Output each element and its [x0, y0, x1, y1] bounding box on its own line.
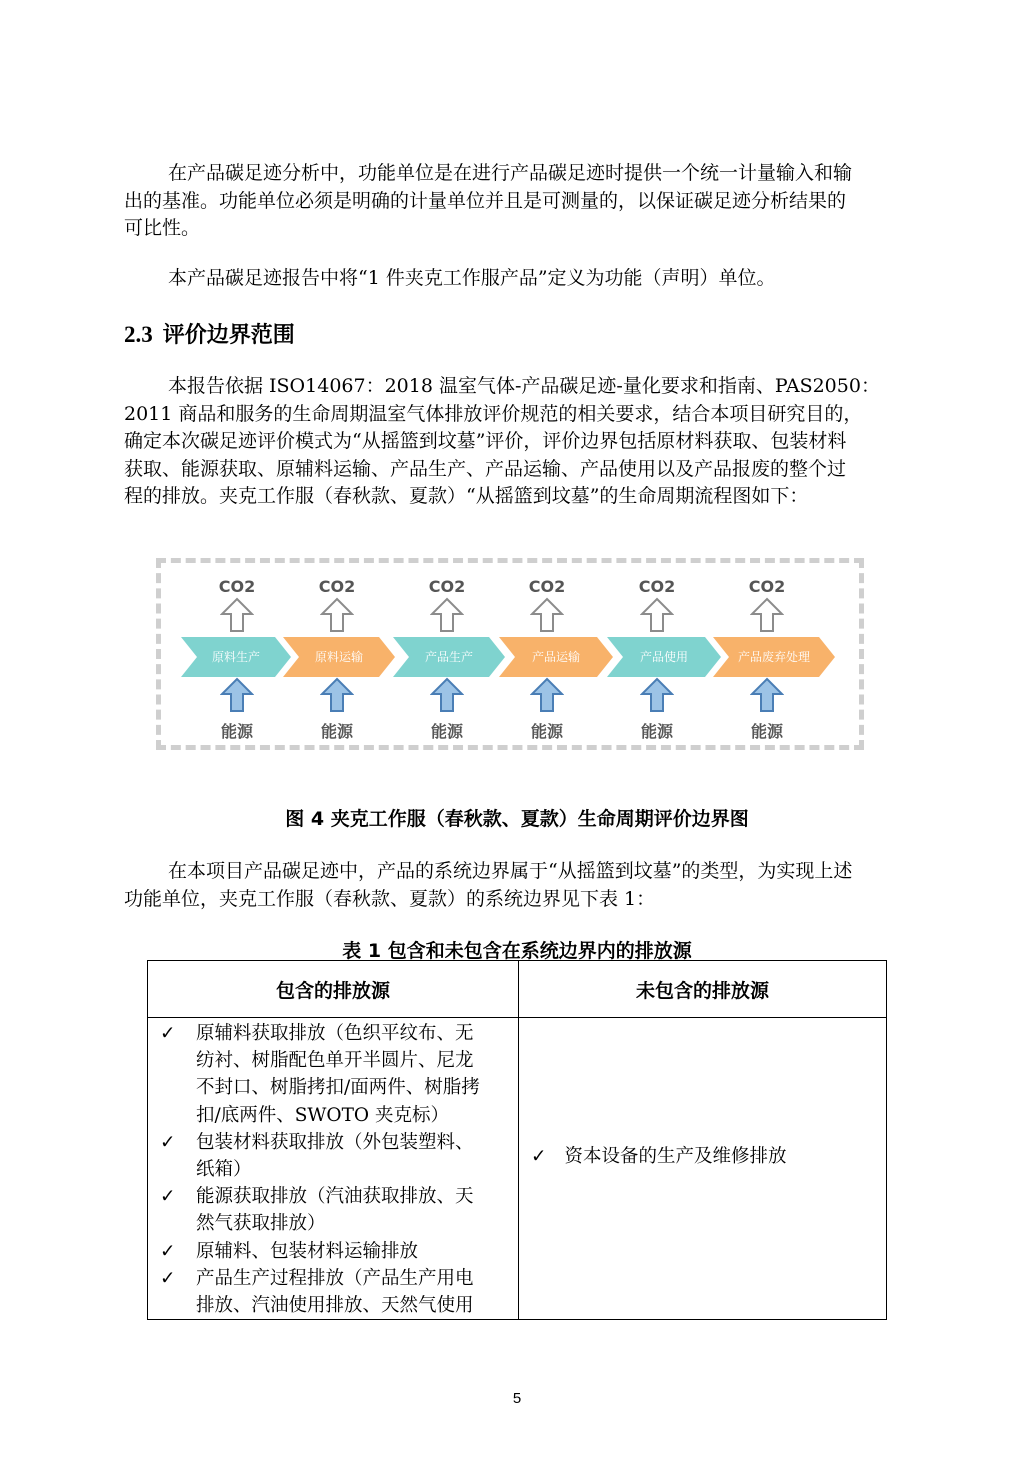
list-item: [148, 1238, 510, 1265]
up-arrow-outline-icon: [530, 597, 564, 637]
energy-input-label: 能源: [530, 722, 563, 741]
co2-output-label: CO2: [528, 577, 566, 596]
list-item: [148, 1129, 510, 1183]
up-arrow-filled-icon: [750, 677, 784, 717]
co2-output-label: CO2: [428, 577, 466, 596]
text-line: 在产品碳足迹分析中，功能单位是在进行产品碳足迹时提供一个统一计量输入和输: [168, 162, 853, 184]
list-item: [531, 1142, 787, 1168]
text-line: 可比性。: [124, 217, 201, 239]
stage-label: 产品使用: [639, 650, 688, 664]
up-arrow-outline-icon: [750, 597, 784, 637]
text-line: 功能单位，夹克工作服（春秋款、夏款）的系统边界见下表 1：: [124, 887, 656, 910]
lifecycle-stage-chevron: [283, 637, 395, 677]
energy-input-label: 能源: [640, 722, 673, 741]
paragraph-system-boundary: [124, 858, 912, 913]
co2-output-label: CO2: [318, 577, 356, 596]
included-sources-cell: [148, 1018, 519, 1320]
list-item-text: 纸箱）: [196, 1159, 252, 1181]
section-number: 2.3: [124, 322, 153, 347]
list-item: [148, 1020, 510, 1129]
list-item-text: 资本设备的生产及维修排放: [564, 1146, 787, 1167]
list-item-text: 产品生产过程排放（产品生产用电: [196, 1267, 474, 1289]
table-header-included: 包含的排放源: [148, 961, 519, 1018]
stage-label: 原料运输: [314, 650, 363, 664]
stage-label: 产品废弃处理: [737, 650, 810, 664]
co2-output-label: CO2: [748, 577, 786, 596]
up-arrow-filled-icon: [320, 677, 354, 717]
co2-output-label: CO2: [218, 577, 256, 596]
section-title: 评价边界范围: [162, 323, 295, 348]
included-sources-list: [148, 1018, 518, 1319]
check-icon: ✓: [531, 1146, 547, 1167]
stage-label: 原料生产: [211, 650, 260, 664]
text-line: 2011 商品和服务的生命周期温室气体排放评价规范的相关要求，结合本项目研究目的，: [124, 402, 863, 425]
list-item-text: 原辅料、包装材料运输排放: [196, 1240, 419, 1262]
up-arrow-filled-icon: [640, 677, 674, 717]
stage-label: 产品生产: [424, 650, 473, 664]
check-icon: ✓: [160, 1131, 176, 1153]
list-item-text: 原辅料获取排放（色织平纹布、无: [196, 1023, 474, 1044]
text-line: 获取、能源获取、原辅料运输、产品生产、产品运输、产品使用以及产品报废的整个过: [124, 457, 847, 480]
energy-input-label: 能源: [320, 722, 353, 741]
lifecycle-stage-chevron: [607, 637, 721, 677]
stage-label: 产品运输: [531, 650, 580, 664]
figure-caption: 图 4 夹克工作服（春秋款、夏款）生命周期评价边界图: [285, 808, 749, 830]
up-arrow-outline-icon: [320, 597, 354, 637]
check-icon: ✓: [160, 1240, 176, 1262]
lifecycle-stage-chevron: [499, 637, 613, 677]
paragraph-functional-unit-definition: [124, 265, 912, 293]
text-line: 本报告依据 ISO14067：2018 温室气体-产品碳足迹-量化要求和指南、PAS2050：: [168, 375, 880, 397]
emission-sources-table: [147, 960, 887, 1320]
up-arrow-outline-icon: [220, 597, 254, 637]
page-number: 5: [512, 1390, 522, 1407]
table-header-excluded: 未包含的排放源: [519, 961, 887, 1018]
list-item-text: 不封口、树脂拷扣/面两件、树脂拷: [196, 1077, 480, 1099]
paragraph-boundary-scope: [124, 373, 912, 511]
lifecycle-stage-chevron: [393, 637, 505, 677]
up-arrow-outline-icon: [640, 597, 674, 637]
lifecycle-stage-chevron: [181, 637, 291, 677]
list-item-text: 然气获取排放）: [196, 1213, 326, 1235]
text-line: 在本项目产品碳足迹中，产品的系统边界属于“从摇篮到坟墓”的类型，为实现上述: [168, 860, 853, 882]
up-arrow-filled-icon: [220, 677, 254, 717]
co2-output-label: CO2: [638, 577, 676, 596]
list-item-text: 能源获取排放（汽油获取排放、天: [196, 1186, 474, 1208]
check-icon: ✓: [160, 1267, 176, 1289]
text-line: 程的排放。夹克工作服（春秋款、夏款）“从摇篮到坟墓”的生命周期流程图如下：: [124, 485, 809, 507]
lifecycle-boundary-diagram: [156, 558, 864, 750]
lifecycle-stage-chevron: [713, 637, 835, 677]
list-item-text: 扣/底两件、SWOTO 夹克标）: [196, 1104, 449, 1126]
check-icon: ✓: [160, 1186, 176, 1208]
up-arrow-filled-icon: [530, 677, 564, 717]
text-line: 确定本次碳足迹评价模式为“从摇篮到坟墓”评价，评价边界包括原材料获取、包装材料: [124, 430, 847, 452]
text-line: 本产品碳足迹报告中将“1 件夹克工作服产品”定义为功能（声明）单位。: [168, 267, 776, 289]
list-item: [148, 1265, 510, 1319]
list-item-text: 包装材料获取排放（外包装塑料、: [196, 1131, 474, 1153]
check-icon: ✓: [160, 1023, 176, 1044]
table-title: 表 1 包含和未包含在系统边界内的排放源: [342, 940, 692, 962]
energy-input-label: 能源: [430, 722, 463, 741]
excluded-sources-cell: [519, 1018, 887, 1320]
up-arrow-outline-icon: [430, 597, 464, 637]
energy-input-label: 能源: [220, 722, 253, 741]
text-line: 出的基准。功能单位必须是明确的计量单位并且是可测量的，以保证碳足迹分析结果的: [124, 189, 847, 212]
up-arrow-filled-icon: [430, 677, 464, 717]
energy-input-label: 能源: [750, 722, 783, 741]
section-heading: [124, 318, 295, 349]
paragraph-functional-unit: [124, 160, 912, 243]
list-item-text: 纺衬、树脂配色单开半圆片、尼龙: [196, 1050, 474, 1072]
list-item: [148, 1183, 510, 1237]
list-item-text: 排放、汽油使用排放、天然气使用: [196, 1295, 474, 1317]
